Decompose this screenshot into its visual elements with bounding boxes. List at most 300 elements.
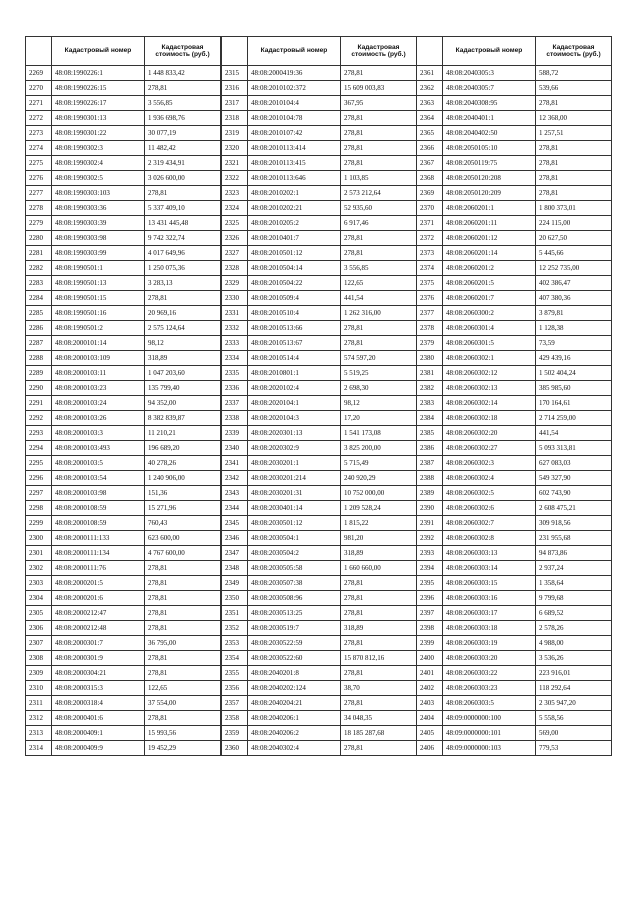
row-number: 2387 — [417, 456, 443, 471]
cadastral-number: 48:08:1990226:17 — [52, 96, 145, 111]
cadastral-number: 48:08:2040402:50 — [443, 126, 536, 141]
cadastral-number: 48:08:2060303:19 — [443, 636, 536, 651]
table-row — [417, 306, 612, 321]
table-row — [222, 516, 417, 531]
table-row — [222, 306, 417, 321]
cadastral-value: 3 556,85 — [341, 261, 417, 276]
row-number: 2269 — [26, 66, 52, 81]
table-column-2 — [221, 36, 417, 756]
cadastral-number: 48:08:2000318:4 — [52, 696, 145, 711]
cadastral-number: 48:08:2060303:20 — [443, 651, 536, 666]
table-row — [26, 276, 221, 291]
row-number: 2393 — [417, 546, 443, 561]
row-number: 2369 — [417, 186, 443, 201]
cadastral-value: 441,54 — [536, 426, 612, 441]
cadastral-value: 98,12 — [145, 336, 221, 351]
row-number: 2270 — [26, 81, 52, 96]
cadastral-value: 2 714 259,00 — [536, 411, 612, 426]
cadastral-number: 48:08:2060300:2 — [443, 306, 536, 321]
cadastral-number: 48:08:2040401:1 — [443, 111, 536, 126]
cadastral-number: 48:08:2060303:14 — [443, 561, 536, 576]
cadastral-value: 1 209 528,24 — [341, 501, 417, 516]
cadastral-value: 15 870 812,16 — [341, 651, 417, 666]
row-number: 2325 — [222, 216, 248, 231]
row-number: 2355 — [222, 666, 248, 681]
cadastral-number: 48:08:2030508:96 — [248, 591, 341, 606]
cadastral-value: 11 210,21 — [145, 426, 221, 441]
cadastral-value: 278,81 — [341, 246, 417, 261]
header-cadastral-number: Кадастровый номер — [443, 37, 536, 66]
row-number: 2342 — [222, 471, 248, 486]
row-number: 2280 — [26, 231, 52, 246]
cadastral-number: 48:08:2010504:14 — [248, 261, 341, 276]
cadastral-value: 13 431 445,48 — [145, 216, 221, 231]
cadastral-number: 48:08:2010113:646 — [248, 171, 341, 186]
cadastral-value: 318,89 — [341, 546, 417, 561]
cadastral-number: 48:08:2000419:36 — [248, 66, 341, 81]
row-number: 2382 — [417, 381, 443, 396]
cadastral-value: 367,95 — [341, 96, 417, 111]
table-row — [417, 81, 612, 96]
table-row — [417, 351, 612, 366]
table-row — [222, 486, 417, 501]
cadastral-value: 278,81 — [341, 156, 417, 171]
cadastral-number: 48:08:2010513:66 — [248, 321, 341, 336]
cadastral-number: 48:08:2030513:25 — [248, 606, 341, 621]
table-row — [222, 351, 417, 366]
row-number: 2372 — [417, 231, 443, 246]
table-row — [222, 216, 417, 231]
cadastral-number: 48:08:2020102:4 — [248, 381, 341, 396]
row-number: 2388 — [417, 471, 443, 486]
cadastral-number: 48:08:2010113:415 — [248, 156, 341, 171]
cadastral-number: 48:08:1990301:13 — [52, 111, 145, 126]
cadastral-number: 48:08:1990226:15 — [52, 81, 145, 96]
row-number: 2319 — [222, 126, 248, 141]
table-row — [222, 546, 417, 561]
table-row — [222, 96, 417, 111]
table-row — [417, 336, 612, 351]
cadastral-number: 48:08:2030201:1 — [248, 456, 341, 471]
row-number: 2333 — [222, 336, 248, 351]
cadastral-number: 48:08:2050120:209 — [443, 186, 536, 201]
cadastral-number: 48:08:2030505:58 — [248, 561, 341, 576]
cadastral-value: 2 698,30 — [341, 381, 417, 396]
cadastral-number: 48:08:2040204:21 — [248, 696, 341, 711]
row-number: 2278 — [26, 201, 52, 216]
cadastral-value: 9 742 322,74 — [145, 231, 221, 246]
cadastral-value: 760,43 — [145, 516, 221, 531]
table-row — [417, 111, 612, 126]
row-number: 2401 — [417, 666, 443, 681]
cadastral-number: 48:08:2060302:5 — [443, 486, 536, 501]
table-row — [222, 666, 417, 681]
cadastral-number: 48:08:1990303:98 — [52, 231, 145, 246]
cadastral-value: 2 578,26 — [536, 621, 612, 636]
cadastral-value: 278,81 — [536, 156, 612, 171]
table-row — [26, 381, 221, 396]
cadastral-value: 4 017 649,96 — [145, 246, 221, 261]
cadastral-number: 48:08:2060201:12 — [443, 231, 536, 246]
cadastral-number: 48:08:2060201:2 — [443, 261, 536, 276]
table-row — [26, 156, 221, 171]
cadastral-value: 10 752 000,00 — [341, 486, 417, 501]
cadastral-number: 48:08:1990303:36 — [52, 201, 145, 216]
row-number: 2370 — [417, 201, 443, 216]
row-number: 2295 — [26, 456, 52, 471]
row-number: 2378 — [417, 321, 443, 336]
header-cadastral-number: Кадастровый номер — [52, 37, 145, 66]
cadastral-number: 48:08:2030522:60 — [248, 651, 341, 666]
row-number: 2308 — [26, 651, 52, 666]
cadastral-value: 278,81 — [341, 126, 417, 141]
cadastral-number: 48:08:2060302:13 — [443, 381, 536, 396]
table-row — [222, 636, 417, 651]
cadastral-number: 48:08:2060302:7 — [443, 516, 536, 531]
row-number: 2330 — [222, 291, 248, 306]
row-number: 2328 — [222, 261, 248, 276]
cadastral-number: 48:08:2040206:2 — [248, 726, 341, 741]
row-number: 2383 — [417, 396, 443, 411]
row-number: 2403 — [417, 696, 443, 711]
cadastral-number: 48:08:2010205:2 — [248, 216, 341, 231]
cadastral-number: 48:08:2060302:3 — [443, 456, 536, 471]
row-number: 2362 — [417, 81, 443, 96]
row-number: 2272 — [26, 111, 52, 126]
cadastral-number: 48:09:0000000:101 — [443, 726, 536, 741]
cadastral-number: 48:08:2030522:59 — [248, 636, 341, 651]
table-row — [26, 216, 221, 231]
cadastral-value: 627 083,03 — [536, 456, 612, 471]
cadastral-number: 48:08:2060302:12 — [443, 366, 536, 381]
cadastral-number: 48:08:2060201:5 — [443, 276, 536, 291]
table-row — [417, 546, 612, 561]
row-number: 2291 — [26, 396, 52, 411]
row-number: 2329 — [222, 276, 248, 291]
cadastral-number: 48:08:2060302:1 — [443, 351, 536, 366]
table-row — [417, 321, 612, 336]
table-row — [26, 456, 221, 471]
cadastral-number: 48:08:1990303:39 — [52, 216, 145, 231]
table-row — [417, 141, 612, 156]
row-number: 2307 — [26, 636, 52, 651]
cadastral-number: 48:08:2010510:4 — [248, 306, 341, 321]
row-number: 2320 — [222, 141, 248, 156]
row-number: 2396 — [417, 591, 443, 606]
table-row — [417, 441, 612, 456]
table-row — [417, 591, 612, 606]
cadastral-number: 48:08:1990501:15 — [52, 291, 145, 306]
cadastral-number: 48:08:2010202:1 — [248, 186, 341, 201]
cadastral-value: 278,81 — [145, 186, 221, 201]
cadastral-number: 48:08:2060201:7 — [443, 291, 536, 306]
row-number: 2312 — [26, 711, 52, 726]
cadastral-number: 48:08:2040201:8 — [248, 666, 341, 681]
table-row — [417, 366, 612, 381]
table-row — [222, 591, 417, 606]
cadastral-number: 48:08:2010104:78 — [248, 111, 341, 126]
cadastral-number: 48:08:2040305:3 — [443, 66, 536, 81]
row-number: 2318 — [222, 111, 248, 126]
cadastral-value: 18 185 287,68 — [341, 726, 417, 741]
table-row — [417, 486, 612, 501]
row-number: 2350 — [222, 591, 248, 606]
cadastral-value: 602 743,90 — [536, 486, 612, 501]
row-number: 2368 — [417, 171, 443, 186]
cadastral-number: 48:08:2000108:59 — [52, 516, 145, 531]
row-number: 2304 — [26, 591, 52, 606]
row-number: 2326 — [222, 231, 248, 246]
row-number: 2364 — [417, 111, 443, 126]
table-row — [222, 366, 417, 381]
cadastral-value: 278,81 — [145, 651, 221, 666]
cadastral-value: 5 337 409,10 — [145, 201, 221, 216]
row-number: 2400 — [417, 651, 443, 666]
cadastral-number: 48:08:2030519:7 — [248, 621, 341, 636]
row-number: 2315 — [222, 66, 248, 81]
row-number: 2363 — [417, 96, 443, 111]
table-row — [26, 351, 221, 366]
cadastral-number: 48:09:0000000:100 — [443, 711, 536, 726]
cadastral-value: 15 609 003,83 — [341, 81, 417, 96]
cadastral-number: 48:09:0000000:103 — [443, 741, 536, 756]
table-row — [222, 651, 417, 666]
cadastral-number: 48:08:2000409:1 — [52, 726, 145, 741]
cadastral-value: 588,72 — [536, 66, 612, 81]
cadastral-value: 1 358,64 — [536, 576, 612, 591]
cadastral-value: 3 283,13 — [145, 276, 221, 291]
table-row — [26, 261, 221, 276]
table-row — [222, 681, 417, 696]
row-number: 2384 — [417, 411, 443, 426]
table-row — [26, 336, 221, 351]
cadastral-number: 48:08:2000111:134 — [52, 546, 145, 561]
cadastral-value: 52 935,60 — [341, 201, 417, 216]
row-number: 2373 — [417, 246, 443, 261]
row-number: 2285 — [26, 306, 52, 321]
table-row — [222, 246, 417, 261]
header-number — [222, 37, 248, 66]
row-number: 2353 — [222, 636, 248, 651]
cadastral-number: 48:08:1990303:99 — [52, 246, 145, 261]
cadastral-number: 48:08:2030201:31 — [248, 486, 341, 501]
cadastral-value: 1 240 906,00 — [145, 471, 221, 486]
row-number: 2351 — [222, 606, 248, 621]
cadastral-number: 48:08:2060302:8 — [443, 531, 536, 546]
table-row — [222, 381, 417, 396]
table-row — [417, 651, 612, 666]
row-number: 2317 — [222, 96, 248, 111]
table-row — [26, 741, 221, 756]
table-row — [417, 396, 612, 411]
cadastral-value: 6 689,52 — [536, 606, 612, 621]
cadastral-value: 1 502 404,24 — [536, 366, 612, 381]
header-cadastral-value: Кадастровая стоимость (руб.) — [536, 37, 612, 66]
table-row — [26, 126, 221, 141]
cadastral-value: 1 800 373,01 — [536, 201, 612, 216]
cadastral-value: 4 767 600,00 — [145, 546, 221, 561]
table-row — [222, 606, 417, 621]
cadastral-value: 3 556,85 — [145, 96, 221, 111]
cadastral-number: 48:08:2010501:12 — [248, 246, 341, 261]
cadastral-table — [25, 36, 221, 756]
row-number: 2399 — [417, 636, 443, 651]
row-number: 2365 — [417, 126, 443, 141]
cadastral-number: 48:08:1990302:5 — [52, 171, 145, 186]
table-row — [417, 576, 612, 591]
row-number: 2361 — [417, 66, 443, 81]
table-row — [417, 246, 612, 261]
cadastral-number: 48:08:2060303:17 — [443, 606, 536, 621]
cadastral-value: 98,12 — [341, 396, 417, 411]
row-number: 2395 — [417, 576, 443, 591]
table-row — [26, 546, 221, 561]
table-row — [26, 111, 221, 126]
table-row — [26, 606, 221, 621]
table-row — [417, 186, 612, 201]
row-number: 2281 — [26, 246, 52, 261]
cadastral-table — [416, 36, 612, 756]
table-row — [222, 111, 417, 126]
row-number: 2405 — [417, 726, 443, 741]
cadastral-number: 48:08:1990303:103 — [52, 186, 145, 201]
cadastral-value: 5 093 313,81 — [536, 441, 612, 456]
cadastral-value: 196 689,20 — [145, 441, 221, 456]
row-number: 2385 — [417, 426, 443, 441]
table-row — [26, 696, 221, 711]
cadastral-value: 3 825 200,00 — [341, 441, 417, 456]
table-row — [222, 621, 417, 636]
header-row — [222, 37, 417, 66]
table-row — [26, 531, 221, 546]
table-row — [26, 441, 221, 456]
table-column-1 — [25, 36, 221, 756]
table-row — [26, 636, 221, 651]
cadastral-number: 48:08:2010102:372 — [248, 81, 341, 96]
cadastral-number: 48:08:2050120:208 — [443, 171, 536, 186]
cadastral-number: 48:08:2060303:22 — [443, 666, 536, 681]
table-row — [26, 516, 221, 531]
cadastral-number: 48:08:2040308:95 — [443, 96, 536, 111]
cadastral-value: 2 608 475,21 — [536, 501, 612, 516]
row-number: 2349 — [222, 576, 248, 591]
row-number: 2356 — [222, 681, 248, 696]
header-cadastral-value: Кадастровая стоимость (руб.) — [341, 37, 417, 66]
cadastral-number: 48:08:2060301:4 — [443, 321, 536, 336]
table-row — [222, 396, 417, 411]
cadastral-value: 278,81 — [341, 111, 417, 126]
table-row — [222, 336, 417, 351]
cadastral-number: 48:08:2000212:48 — [52, 621, 145, 636]
row-number: 2374 — [417, 261, 443, 276]
cadastral-value: 94 873,86 — [536, 546, 612, 561]
cadastral-value: 318,89 — [341, 621, 417, 636]
cadastral-number: 48:08:2060201:11 — [443, 216, 536, 231]
cadastral-value: 1 815,22 — [341, 516, 417, 531]
table-row — [26, 711, 221, 726]
row-number: 2297 — [26, 486, 52, 501]
cadastral-number: 48:08:2010401:7 — [248, 231, 341, 246]
row-number: 2394 — [417, 561, 443, 576]
table-row — [26, 246, 221, 261]
table-row — [417, 96, 612, 111]
cadastral-number: 48:08:2000103:11 — [52, 366, 145, 381]
cadastral-number: 48:08:2000103:109 — [52, 351, 145, 366]
table-row — [222, 186, 417, 201]
cadastral-value: 278,81 — [341, 336, 417, 351]
row-number: 2380 — [417, 351, 443, 366]
cadastral-number: 48:08:2030401:14 — [248, 501, 341, 516]
row-number: 2284 — [26, 291, 52, 306]
cadastral-number: 48:08:2060302:20 — [443, 426, 536, 441]
cadastral-value: 8 382 839,87 — [145, 411, 221, 426]
row-number: 2276 — [26, 171, 52, 186]
table-row — [26, 426, 221, 441]
cadastral-number: 48:08:2000111:76 — [52, 561, 145, 576]
cadastral-value: 278,81 — [341, 606, 417, 621]
cadastral-number: 48:08:2000103:3 — [52, 426, 145, 441]
table-row — [222, 276, 417, 291]
row-number: 2286 — [26, 321, 52, 336]
table-row — [26, 591, 221, 606]
cadastral-number: 48:08:2040206:1 — [248, 711, 341, 726]
cadastral-value: 981,20 — [341, 531, 417, 546]
cadastral-number: 48:08:2060303:15 — [443, 576, 536, 591]
cadastral-value: 1 448 833,42 — [145, 66, 221, 81]
cadastral-number: 48:08:2030504:1 — [248, 531, 341, 546]
cadastral-number: 48:08:1990226:1 — [52, 66, 145, 81]
cadastral-value: 1 257,51 — [536, 126, 612, 141]
table-row — [26, 561, 221, 576]
table-row — [222, 456, 417, 471]
table-row — [417, 636, 612, 651]
cadastral-number: 48:08:2000301:9 — [52, 651, 145, 666]
table-row — [417, 471, 612, 486]
row-number: 2324 — [222, 201, 248, 216]
table-row — [26, 366, 221, 381]
table-row — [417, 381, 612, 396]
row-number: 2336 — [222, 381, 248, 396]
header-row — [417, 37, 612, 66]
table-row — [26, 81, 221, 96]
cadastral-value: 94 352,00 — [145, 396, 221, 411]
cadastral-number: 48:08:2010514:4 — [248, 351, 341, 366]
table-row — [222, 231, 417, 246]
row-number: 2339 — [222, 426, 248, 441]
table-row — [417, 531, 612, 546]
row-number: 2404 — [417, 711, 443, 726]
cadastral-number: 48:08:2040302:4 — [248, 741, 341, 756]
cadastral-value: 779,53 — [536, 741, 612, 756]
table-row — [222, 291, 417, 306]
cadastral-number: 48:08:2030501:12 — [248, 516, 341, 531]
row-number: 2299 — [26, 516, 52, 531]
table-row — [26, 651, 221, 666]
cadastral-number: 48:08:1990501:16 — [52, 306, 145, 321]
row-number: 2347 — [222, 546, 248, 561]
cadastral-number: 48:08:2020104:3 — [248, 411, 341, 426]
table-row — [26, 306, 221, 321]
cadastral-value: 278,81 — [536, 186, 612, 201]
table-row — [222, 141, 417, 156]
cadastral-value: 309 918,56 — [536, 516, 612, 531]
cadastral-value: 3 879,81 — [536, 306, 612, 321]
cadastral-value: 549 327,90 — [536, 471, 612, 486]
row-number: 2273 — [26, 126, 52, 141]
cadastral-value: 1 660 660,00 — [341, 561, 417, 576]
cadastral-value: 231 955,68 — [536, 531, 612, 546]
cadastral-number: 48:08:2000103:5 — [52, 456, 145, 471]
